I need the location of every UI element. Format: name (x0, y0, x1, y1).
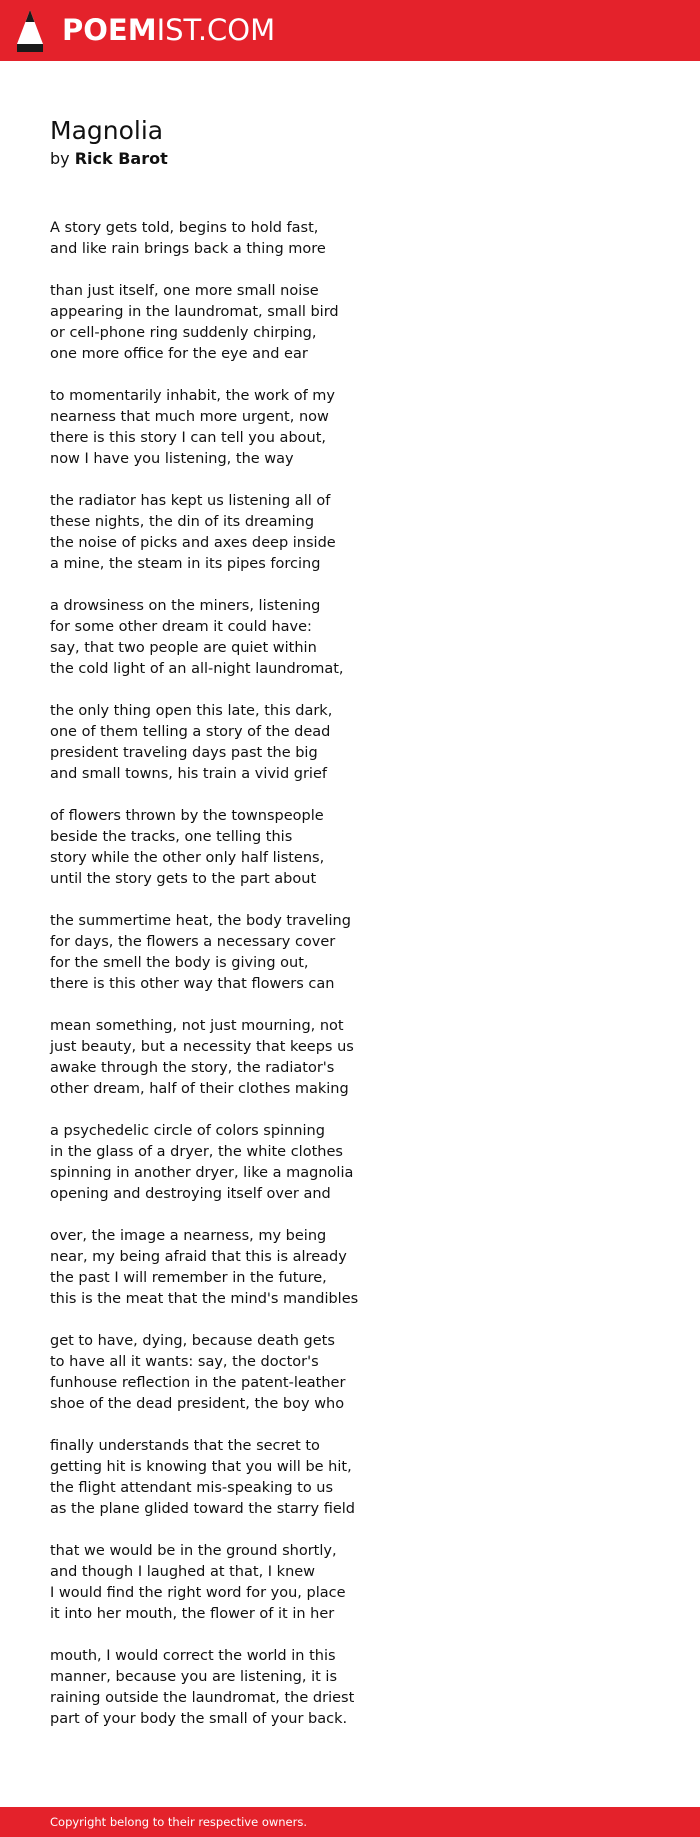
poem-stanza (50, 1436, 650, 1520)
poem-line: A story gets told, begins to hold fast, (50, 220, 319, 236)
poem-line: the only thing open this late, this dark, (50, 703, 333, 719)
poem-line: beside the tracks, one telling this (50, 829, 293, 845)
poem-line: the noise of picks and axes deep inside (50, 535, 336, 551)
poem-line: to have all it wants: say, the doctor's (50, 1354, 319, 1370)
poem-stanza (50, 1646, 650, 1730)
poem-line: part of your body the small of your back. (50, 1711, 348, 1727)
poem-line: the summertime heat, the body traveling (50, 913, 351, 929)
poem-line: that we would be in the ground shortly, (50, 1543, 337, 1559)
poem-line: in the glass of a dryer, the white clothes (50, 1144, 343, 1160)
poem-stanza (50, 1541, 650, 1625)
poem-line: for the smell the body is giving out, (50, 955, 309, 971)
poem-line: and like rain brings back a thing more (50, 241, 326, 257)
poem-line: awake through the story, the radiator's (50, 1060, 335, 1076)
poem-line: shoe of the dead president, the boy who (50, 1396, 345, 1412)
site-logo[interactable] (62, 12, 275, 48)
poem-line: there is this story I can tell you about, (50, 430, 327, 446)
poem-stanza (50, 1226, 650, 1310)
poem-body (50, 218, 650, 1751)
poem-line: the past I will remember in the future, (50, 1270, 327, 1286)
poem-line: finally understands that the secret to (50, 1438, 320, 1454)
poem-line: getting hit is knowing that you will be hit, (50, 1459, 352, 1475)
poem-line: one of them telling a story of the dead (50, 724, 331, 740)
poem-line: I would find the right word for you, place (50, 1585, 346, 1601)
poem-line: one more office for the eye and ear (50, 346, 308, 362)
poem-line: president traveling days past the big (50, 745, 318, 761)
poem-line: a drowsiness on the miners, listening (50, 598, 321, 614)
poem-line: than just itself, one more small noise (50, 283, 319, 299)
poem-line: a mine, the steam in its pipes forcing (50, 556, 321, 572)
poem-line: the radiator has kept us listening all of (50, 493, 331, 509)
poem-line: say, that two people are quiet within (50, 640, 317, 656)
poem-line: to momentarily inhabit, the work of my (50, 388, 336, 404)
copyright-text: Copyright belong to their respective owners. (50, 1815, 308, 1829)
by-label: by (50, 149, 70, 168)
poem-line: this is the meat that the mind's mandibles (50, 1291, 359, 1307)
poem-line: for some other dream it could have: (50, 619, 312, 635)
poem-line: mouth, I would correct the world in this (50, 1648, 336, 1664)
poem-line: of flowers thrown by the townspeople (50, 808, 324, 824)
poem-line: until the story gets to the part about (50, 871, 317, 887)
poem-line: there is this other way that flowers can (50, 976, 335, 992)
author-name: Rick Barot (74, 149, 168, 168)
poem-line: for days, the flowers a necessary cover (50, 934, 336, 950)
poem-line: spinning in another dryer, like a magnolia (50, 1165, 354, 1181)
poem-line: now I have you listening, the way (50, 451, 294, 467)
poem-line: appearing in the laundromat, small bird (50, 304, 339, 320)
poem-line: and though I laughed at that, I knew (50, 1564, 316, 1580)
poem-byline (50, 148, 168, 170)
poem-stanza (50, 491, 650, 575)
pencil-tip-icon[interactable] (17, 10, 43, 52)
poem-line: it into her mouth, the flower of it in her (50, 1606, 335, 1622)
poem-line: these nights, the din of its dreaming (50, 514, 315, 530)
poem-title: Magnolia (50, 116, 164, 145)
poem-line: story while the other only half listens, (50, 850, 325, 866)
site-footer (0, 1807, 700, 1837)
poem-line: manner, because you are listening, it is (50, 1669, 338, 1685)
logo-light-text: IST.COM (156, 13, 276, 47)
site-header (0, 0, 700, 61)
poem-stanza (50, 596, 650, 680)
poem-line: get to have, dying, because death gets (50, 1333, 335, 1349)
logo-bold-text: POEM (62, 13, 157, 47)
poem-stanza (50, 218, 650, 260)
poem-stanza (50, 911, 650, 995)
poem-stanza (50, 1121, 650, 1205)
poem-line: the flight attendant mis-speaking to us (50, 1480, 334, 1496)
poem-line: and small towns, his train a vivid grief (50, 766, 327, 782)
poem-line: mean something, not just mourning, not (50, 1018, 344, 1034)
poem-line: a psychedelic circle of colors spinning (50, 1123, 325, 1139)
poem-line: the cold light of an all-night laundromat, (50, 661, 344, 677)
poem-line: opening and destroying itself over and (50, 1186, 331, 1202)
poem-line: other dream, half of their clothes making (50, 1081, 349, 1097)
poem-line: just beauty, but a necessity that keeps us (50, 1039, 354, 1055)
poem-line: near, my being afraid that this is already (50, 1249, 347, 1265)
poem-line: funhouse reflection in the patent-leather (50, 1375, 346, 1391)
poem-stanza (50, 386, 650, 470)
poem-line: or cell-phone ring suddenly chirping, (50, 325, 317, 341)
poem-stanza (50, 701, 650, 785)
poem-stanza (50, 1331, 650, 1415)
poem-stanza (50, 806, 650, 890)
poem-line: raining outside the laundromat, the driest (50, 1690, 355, 1706)
poem-stanza (50, 1016, 650, 1100)
poem-line: as the plane glided toward the starry field (50, 1501, 355, 1517)
poem-line: over, the image a nearness, my being (50, 1228, 327, 1244)
poem-stanza (50, 281, 650, 365)
poem-line: nearness that much more urgent, now (50, 409, 329, 425)
